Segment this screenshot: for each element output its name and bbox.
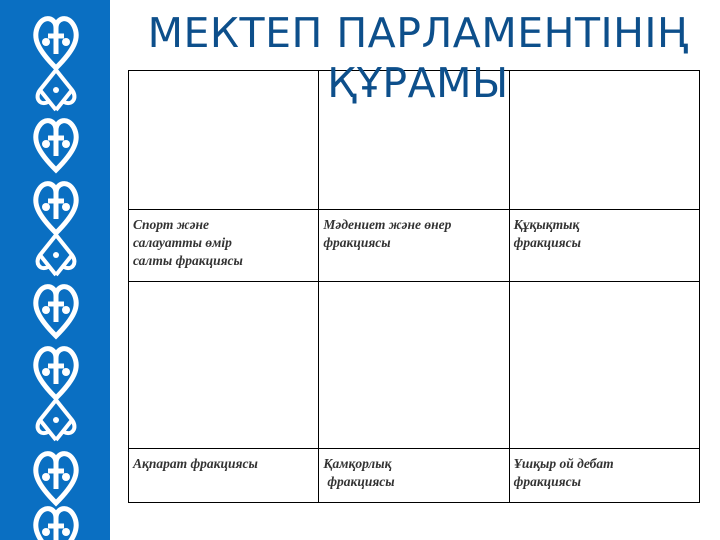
parliament-composition-table [128, 70, 700, 503]
cell-line: фракциясы [323, 235, 391, 250]
cell-line: фракциясы [513, 474, 581, 489]
image-cell [129, 282, 319, 449]
faction-cell-sport [129, 210, 319, 282]
faction-cell-culture [319, 210, 509, 282]
image-cell [319, 282, 509, 449]
cell-line: Мәдениет және өнер [323, 217, 452, 232]
table-row [129, 449, 700, 503]
cell-line: фракциясы [327, 474, 395, 489]
cell-line: Спорт және [133, 217, 210, 232]
kazakh-ornament-icon [30, 0, 82, 540]
cell-line: Құқықтық [513, 217, 580, 232]
cell-line: Ақпарат фракциясы [133, 456, 258, 471]
faction-cell-information [129, 449, 319, 503]
table-row [129, 210, 700, 282]
cell-line: Қамқорлық [323, 456, 392, 471]
page-title: МЕКТЕП ПАРЛАМЕНТІНІҢ ҚҰРАМЫ [147, 9, 689, 107]
cell-line: фракциясы [513, 235, 581, 250]
cell-line: Ұшқыр ой дебат [513, 456, 614, 471]
faction-cell-care [319, 449, 509, 503]
cell-line: салауатты өмір [133, 235, 232, 250]
cell-line: салты фракциясы [133, 253, 243, 268]
table-row [129, 282, 700, 449]
faction-cell-legal [509, 210, 699, 282]
image-cell [509, 282, 699, 449]
decorative-side-strip [0, 0, 110, 540]
faction-cell-debate [509, 449, 699, 503]
